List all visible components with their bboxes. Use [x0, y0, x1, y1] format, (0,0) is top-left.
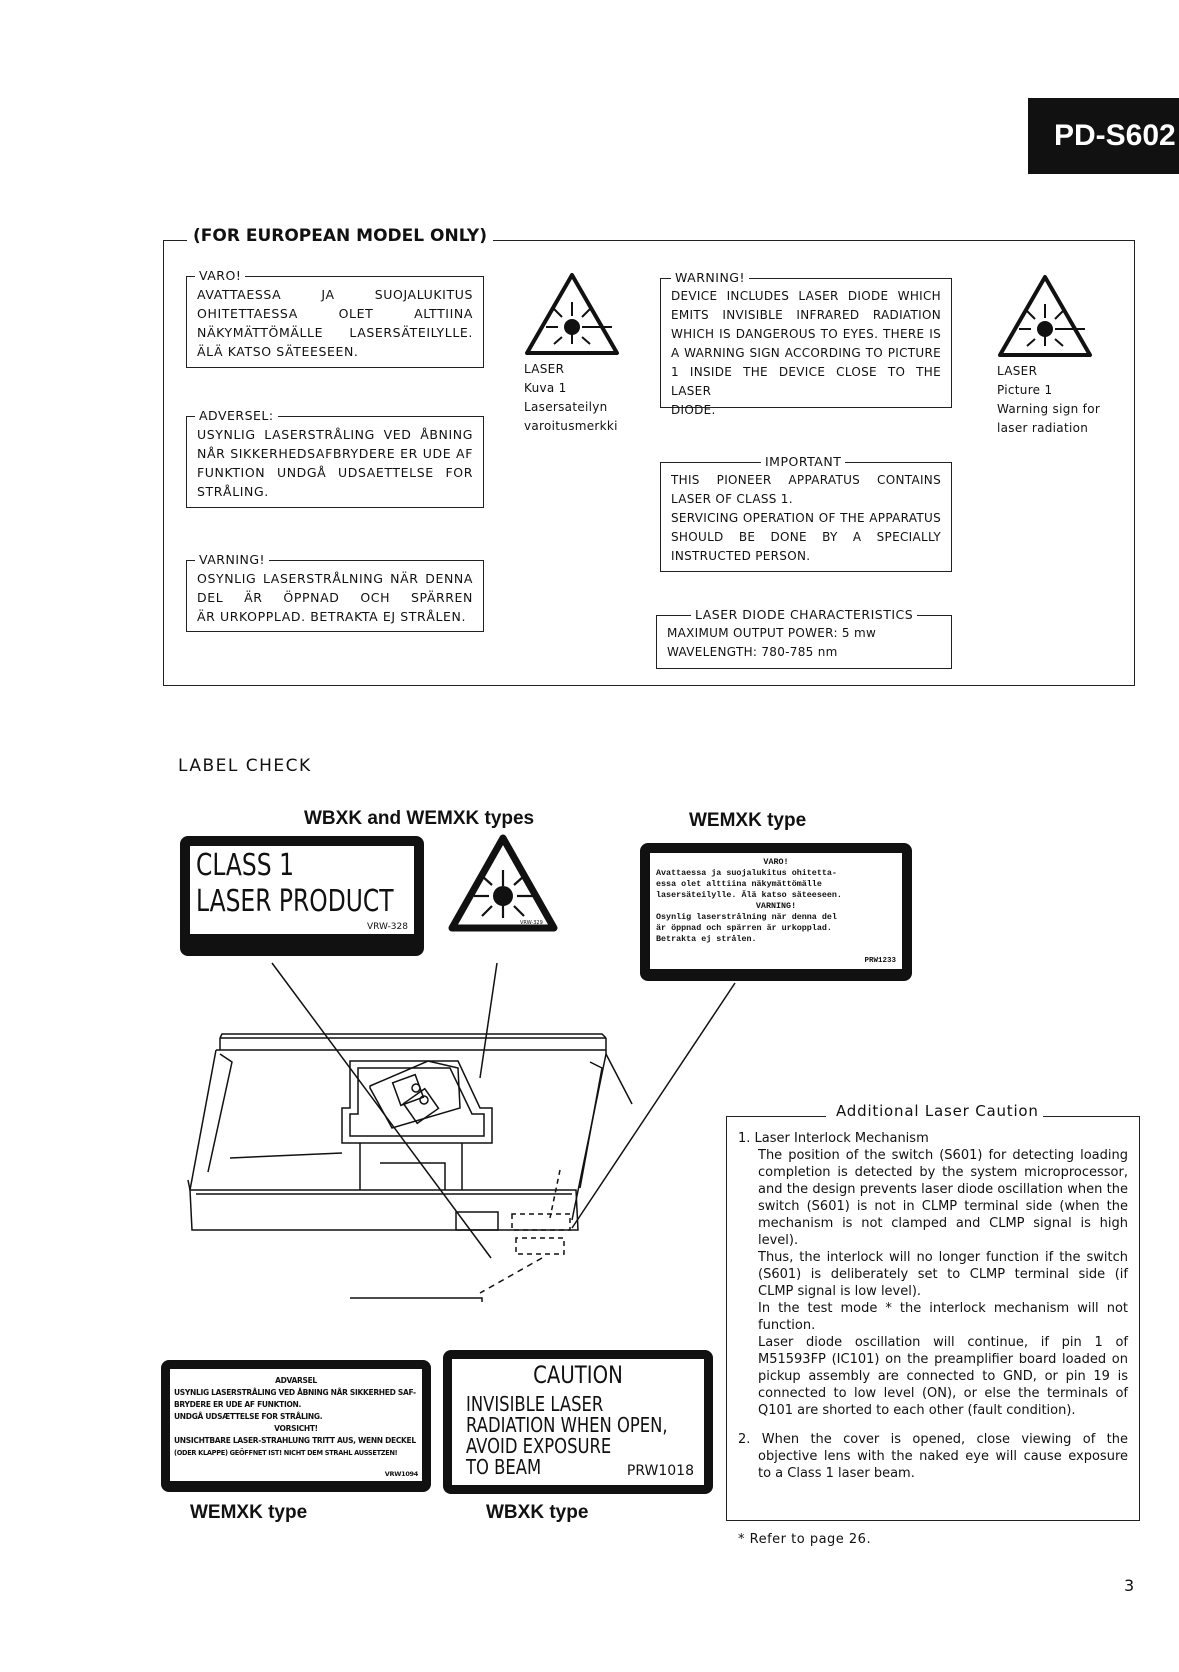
warning-line: WHICH IS DANGEROUS TO EYES. THERE IS [671, 327, 941, 341]
important-line: SERVICING OPERATION OF THE APPARATUS [671, 511, 941, 525]
advarsel-label-code: VRW1094 [384, 1470, 418, 1478]
caution-label-face [452, 1359, 704, 1485]
additional-item2-line: objective lens with the naked eye will cause exposure [758, 1449, 1128, 1464]
additional-item1-line: CLMP signal is low level). [758, 1284, 922, 1299]
warning-box [660, 270, 952, 417]
bottom-left-type: WEMXK type [190, 1502, 308, 1523]
important-head: IMPORTANT [761, 452, 845, 471]
fig2-caption-line: Warning sign for [997, 402, 1101, 416]
varo-line: OHITETTAESSA OLET ALTTIINA [197, 306, 473, 321]
varning-line: DEL ÄR ÖPPNAD OCH SPÄRREN [197, 590, 473, 605]
wemxk-label-line: är öppnad och spärren är urkopplad. [656, 923, 832, 933]
wemxk-label-line: Avattaessa ja suojalukitus ohitetta- [656, 868, 837, 878]
warning-line: DIODE. [671, 403, 716, 417]
footnote: * Refer to page 26. [738, 1532, 872, 1547]
caution-line: RADIATION WHEN OPEN, [466, 1413, 668, 1437]
advarsel-label-face [170, 1369, 422, 1481]
laser-warning-icon [997, 274, 1093, 358]
caution-line: TO BEAM [466, 1455, 542, 1479]
additional-item1 [738, 1147, 1128, 1419]
wemxk-label-line: essa olet alttiina näkymättömälle [656, 879, 822, 889]
important-box [660, 454, 952, 572]
caution-code: PRW1018 [626, 1463, 694, 1479]
advarsel-label-line: (ODER KLAPPE) GEÖFFNET IST! NICHT DEM STRAHL AUSSETZEN! [174, 1449, 398, 1457]
additional-item1-line: (S601) is deliberately set to CLMP terminal side (if [758, 1267, 1128, 1282]
class1-code: VRW-328 [366, 922, 408, 932]
varo-line: AVATTAESSA JA SUOJALUKITUS [197, 287, 473, 302]
additional-item1-line: Laser diode oscillation will continue, if pin 1 of [758, 1335, 1128, 1350]
additional-item1-line: completion is detected by the system microprocessor, [758, 1165, 1128, 1180]
types-a-heading: WBXK and WEMXK types [304, 808, 535, 829]
additional-item1-line: switch (S601) is not in CLMP terminal side (when the [758, 1199, 1128, 1214]
fig2-caption-line: laser radiation [997, 421, 1089, 435]
additional-title: Additional Laser Caution [832, 1102, 1043, 1120]
additional-item2-line: to a Class 1 laser beam. [758, 1466, 915, 1481]
varo-line: NÄKYMÄTTÖMÄLLE LASERSÄTEILYLLE. [197, 325, 473, 340]
varning-box [186, 552, 484, 632]
fig1-caption-line: Kuva 1 [524, 381, 567, 395]
class1-label-face [190, 846, 414, 934]
advarsel-label-line: VORSICHT! [274, 1424, 318, 1433]
advarsel-label-line: USYNLIG LASERSTRÅLING VED ÅBNING NÅR SIKKERHED SAF- [174, 1388, 416, 1397]
important-line: THIS PIONEER APPARATUS CONTAINS [671, 473, 941, 487]
warning-line: 1 INSIDE THE DEVICE CLOSE TO THE LASER [671, 365, 941, 398]
additional-item1-line: In the test mode * the interlock mechanism will not [758, 1301, 1128, 1316]
diode-box [656, 607, 952, 669]
wemxk-label-line: VARO! [763, 857, 789, 867]
warning-line: A WARNING SIGN ACCORDING TO PICTURE [671, 346, 941, 360]
important-line: LASER OF CLASS 1. [671, 492, 793, 506]
fig2-caption [997, 362, 1100, 438]
advarsel-label [161, 1360, 431, 1492]
additional-item1-line: M51593FP (IC101) on the preamplifier board loaded on [758, 1352, 1128, 1367]
laser-warning-icon [524, 272, 620, 356]
adversel-line: NÅR SIKKERHEDSAFBRYDERE ER UDE AF [197, 446, 473, 461]
bottom-right-type: WBXK type [486, 1502, 589, 1523]
label-check-title: LABEL CHECK [178, 756, 312, 776]
class1-line1: CLASS 1 [196, 848, 294, 883]
additional-item1-line: The position of the switch (S601) for detecting loading [758, 1148, 1128, 1163]
types-b-heading: WEMXK type [689, 810, 807, 831]
fig1-caption-line: LASER [524, 362, 565, 376]
caution-line: AVOID EXPOSURE [466, 1434, 612, 1458]
varo-head: VARO! [195, 266, 245, 285]
adversel-box [186, 408, 484, 508]
diode-head: LASER DIODE CHARACTERISTICS [691, 605, 917, 624]
varning-line: OSYNLIG LASERSTRÅLNING NÄR DENNA [197, 571, 473, 586]
diode-line: WAVELENGTH: 780-785 nm [667, 645, 838, 659]
page-number: 3 [1124, 1576, 1135, 1595]
additional-item1-line: Thus, the interlock will no longer function if the switch [758, 1250, 1128, 1265]
adversel-line: FUNKTION UNDGÅ UDSAETTELSE FOR [197, 465, 473, 480]
wemxk-label-line: Betrakta ej strålen. [656, 934, 757, 944]
european-title: (FOR EUROPEAN MODEL ONLY) [187, 226, 493, 246]
additional-item2-line: 2. When the cover is opened, close viewing of the [738, 1432, 1128, 1447]
caution-line: INVISIBLE LASER [466, 1392, 604, 1416]
additional-item1-line: Q101 are shorted to each other (fault condition). [758, 1403, 1076, 1418]
varning-line: ÄR URKOPPLAD. BETRAKTA EJ STRÅLEN. [197, 609, 467, 624]
caution-label [443, 1350, 713, 1494]
wemxk-label-face [650, 853, 902, 969]
additional-top-right-line [1040, 1116, 1140, 1117]
warning-head: WARNING! [671, 268, 749, 287]
warning-line: EMITS INVISIBLE INFRARED RADIATION [671, 308, 941, 322]
additional-item2 [738, 1431, 1128, 1482]
fig1-caption-line: Lasersateilyn [524, 400, 608, 414]
wemxk-label-code: PRW1233 [864, 957, 896, 965]
varo-line: ÄLÄ KATSO SÄTEESEEN. [197, 344, 359, 359]
adversel-line: USYNLIG LASERSTRÅLING VED ÅBNING [197, 427, 473, 442]
class1-label [180, 836, 424, 956]
additional-item1-head: 1. Laser Interlock Mechanism [738, 1131, 929, 1146]
additional-item1-line: function. [758, 1318, 816, 1333]
adversel-head: ADVERSEL: [195, 406, 278, 425]
varo-box [186, 268, 484, 368]
advarsel-label-line: BRYDERE ER UDE AF FUNKTION. [174, 1400, 302, 1409]
laser-warning-icon [448, 834, 558, 932]
wemxk-label-line: lasersäteilylle. Älä katso säteeseen. [656, 890, 842, 900]
fig1-caption [524, 360, 618, 436]
cd-player-drawing [160, 958, 740, 1358]
caution-title: CAUTION [533, 1361, 623, 1389]
additional-item1-line: mechanism is not clamped and CLMP signal is high level). [758, 1216, 1128, 1248]
warning-line: DEVICE INCLUDES LASER DIODE WHICH [671, 289, 941, 303]
class1-line2: LASER PRODUCT [196, 884, 394, 919]
fig1-caption-line: varoitusmerkki [524, 419, 618, 433]
wemxk-label-line: Osynlig laserstrålning när denna del [656, 912, 837, 922]
advarsel-label-line: UNSICHTBARE LASER-STRAHLUNG TRITT AUS, WENN DECKEL [174, 1436, 416, 1445]
additional-body [738, 1130, 1128, 1482]
diode-line: MAXIMUM OUTPUT POWER: 5 mw [667, 626, 877, 640]
important-line: INSTRUCTED PERSON. [671, 549, 811, 563]
additional-item1-line: and the design prevents laser diode oscillation when the [758, 1182, 1128, 1197]
model-tab: PD-S602 [1028, 98, 1179, 174]
additional-item1-line: pickup assembly are connected to GND, or pin 19 is [758, 1369, 1128, 1384]
triangle-code: VRW-329 [520, 920, 543, 926]
advarsel-label-line: UNDGÅ UDSÆTTELSE FOR STRÅLING. [174, 1412, 323, 1421]
additional-top-left-line [726, 1116, 826, 1117]
additional-item1-line: connected to low level (ON), or else the terminals of [758, 1386, 1128, 1401]
wemxk-label-line: VARNING! [755, 901, 797, 911]
advarsel-label-line: ADVARSEL [275, 1376, 317, 1385]
fig2-caption-line: LASER [997, 364, 1038, 378]
important-line: SHOULD BE DONE BY A SPECIALLY [671, 530, 941, 544]
varning-head: VARNING! [195, 550, 269, 569]
adversel-line: STRÅLING. [197, 484, 269, 499]
fig2-caption-line: Picture 1 [997, 383, 1053, 397]
